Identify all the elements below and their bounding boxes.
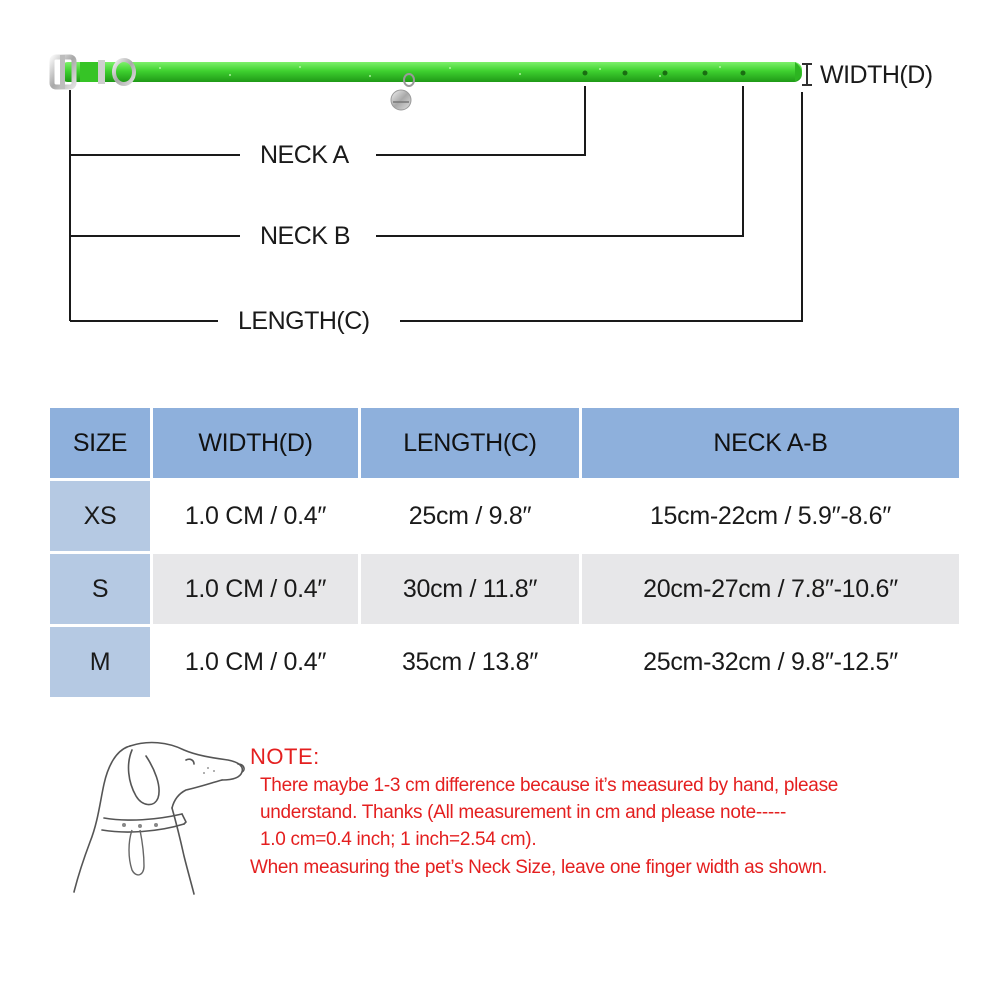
length-cell: 30cm / 11.8′′ bbox=[361, 554, 579, 624]
header-length: LENGTH(C) bbox=[361, 408, 579, 478]
table-header-row bbox=[50, 408, 959, 478]
width-cell: 1.0 CM / 0.4′′ bbox=[153, 554, 358, 624]
length-label: LENGTH(C) bbox=[234, 306, 374, 336]
neck-a-label: NECK A bbox=[256, 140, 353, 170]
size-cell: XS bbox=[50, 481, 150, 551]
collar-image bbox=[52, 55, 802, 110]
note-line: understand. Thanks (All measurement in cm and please note----- bbox=[260, 802, 786, 823]
dog-illustration bbox=[68, 738, 248, 898]
neck-cell: 20cm-27cm / 7.8′′-10.6′′ bbox=[582, 554, 959, 624]
measurement-note bbox=[250, 744, 970, 883]
collar-measurement-diagram bbox=[0, 0, 1000, 345]
header-width: WIDTH(D) bbox=[153, 408, 358, 478]
size-cell: M bbox=[50, 627, 150, 697]
size-table bbox=[47, 405, 962, 700]
header-size: SIZE bbox=[50, 408, 150, 478]
neck-b-label: NECK B bbox=[256, 221, 354, 251]
width-cell: 1.0 CM / 0.4′′ bbox=[153, 481, 358, 551]
table-row bbox=[50, 554, 959, 624]
note-title: NOTE: bbox=[250, 744, 320, 769]
note-body bbox=[250, 772, 970, 853]
note-line: 1.0 cm=0.4 inch; 1 inch=2.54 cm). bbox=[260, 829, 537, 850]
dimension-lines bbox=[70, 64, 812, 321]
length-cell: 25cm / 9.8′′ bbox=[361, 481, 579, 551]
neck-cell: 15cm-22cm / 5.9′′-8.6′′ bbox=[582, 481, 959, 551]
table-row bbox=[50, 481, 959, 551]
table-row bbox=[50, 627, 959, 697]
size-cell: S bbox=[50, 554, 150, 624]
length-cell: 35cm / 13.8′′ bbox=[361, 627, 579, 697]
width-label: WIDTH(D) bbox=[816, 60, 937, 90]
neck-cell: 25cm-32cm / 9.8′′-12.5′′ bbox=[582, 627, 959, 697]
note-tail: When measuring the pet’s Neck Size, leave one finger width as shown. bbox=[250, 857, 828, 878]
note-line: There maybe 1-3 cm difference because it’s measured by hand, please bbox=[260, 775, 839, 796]
header-neck: NECK A-B bbox=[582, 408, 959, 478]
width-cell: 1.0 CM / 0.4′′ bbox=[153, 627, 358, 697]
